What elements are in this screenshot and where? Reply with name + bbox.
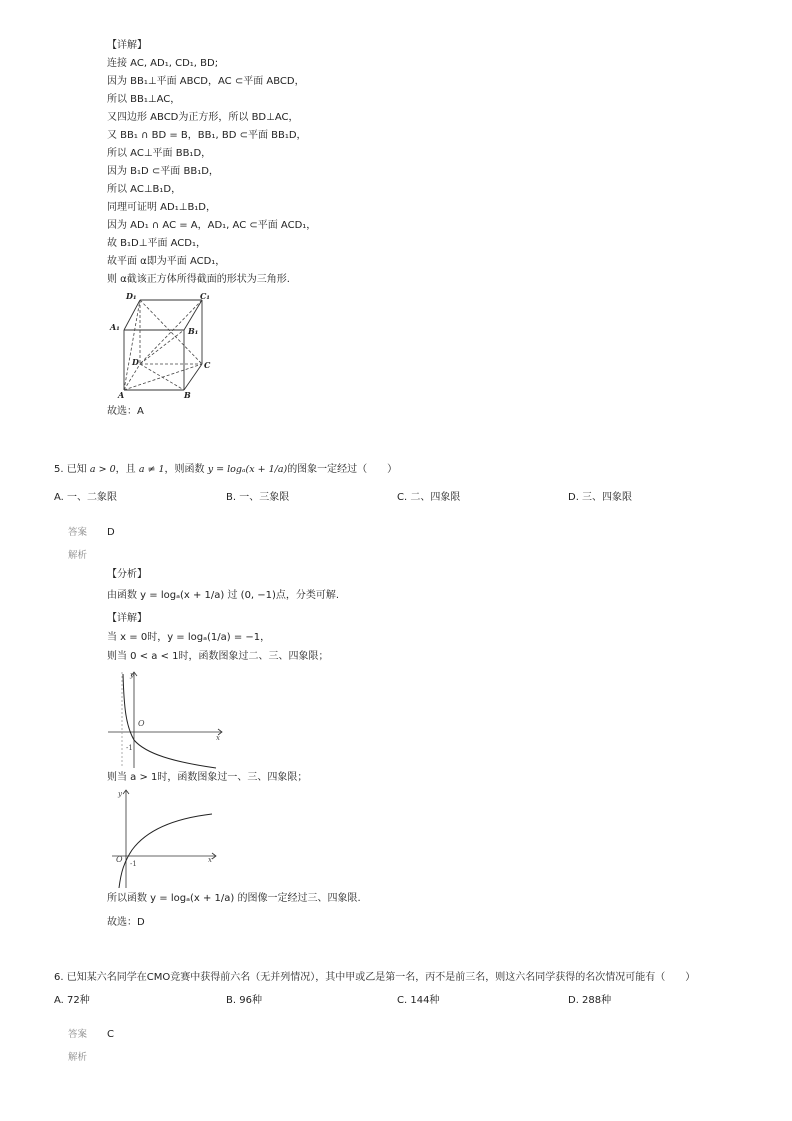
solution-line-10: 因为 AD₁ ∩ AC = A，AD₁, AC ⊂平面 ACD₁， xyxy=(107,220,317,231)
solution-line-5: 又 BB₁ ∩ BD = B，BB₁, BD ⊂平面 BB₁D， xyxy=(107,130,307,141)
solution-line-1: 连接 AC, AD₁, CD₁, BD; xyxy=(107,58,219,69)
graph2-y-label: y xyxy=(118,790,122,798)
q6-answer-label: 答案 xyxy=(68,1029,88,1040)
solution-line-11: 故 B₁D⊥平面 ACD₁， xyxy=(107,238,206,249)
solution-line-6: 所以 AC⊥平面 BB₁D， xyxy=(107,148,212,159)
q5-answer-value: D xyxy=(107,527,115,538)
q6-analysis-label: 解析 xyxy=(68,1052,88,1063)
q6-option-a: A. 72种 xyxy=(54,995,90,1006)
q6-option-b: B. 96种 xyxy=(226,995,262,1006)
q5-option-c: C. 二、四象限 xyxy=(397,492,461,503)
q5-detail-line-2: 则当 0 < a < 1时，函数图象过二、三、四象限； xyxy=(107,651,329,662)
q5-option-d: D. 三、四象限 xyxy=(568,492,633,503)
q5-stem-mid2: ，则函数 xyxy=(164,464,205,475)
q5-stem xyxy=(54,464,397,476)
solution-line-2: 因为 BB₁⊥平面 ABCD，AC ⊂平面 ABCD， xyxy=(107,76,305,87)
q5-stem-mid: ，且 xyxy=(115,464,136,475)
q5-choice: 故选：D xyxy=(107,917,145,928)
cube-label-d: D xyxy=(132,357,139,367)
q5-stem-suffix: 的图象一定经过（ ） xyxy=(287,464,398,475)
cube-label-c1: C₁ xyxy=(200,291,210,301)
graph1-x-label: x xyxy=(216,734,220,742)
q5-stem-prefix: 5. 已知 xyxy=(54,464,87,475)
q5-detail-label: 【详解】 xyxy=(107,613,147,624)
solution-line-9: 同理可证明 AD₁⊥B₁D， xyxy=(107,202,217,213)
cube-label-a: A xyxy=(118,390,125,400)
cube-label-c: C xyxy=(204,360,211,370)
solution-line-8: 所以 AC⊥B₁D， xyxy=(107,184,182,195)
q5-cond1: a > 0 xyxy=(89,464,116,475)
q5-detail-line-3: 则当 a > 1时，函数图象过一、三、四象限； xyxy=(107,772,308,783)
cube-label-d1: D₁ xyxy=(126,291,137,301)
q5-option-b: B. 一、三象限 xyxy=(226,492,290,503)
q5-cond2: a ≠ 1 xyxy=(138,464,165,475)
graph2-minus-one: -1 xyxy=(130,860,137,868)
cube-label-b: B xyxy=(184,390,191,400)
q5-analysis-tag: 【分析】 xyxy=(107,569,147,580)
graph1-y-label: y xyxy=(130,671,134,679)
graph1-origin: O xyxy=(138,719,145,728)
q5-detail-line-1: 当 x = 0时，y = logₐ(1/a) = −1， xyxy=(107,632,271,643)
solution-line-4: 又四边形 ABCD为正方形，所以 BD⊥AC， xyxy=(107,112,299,123)
q6-answer-value: C xyxy=(107,1029,114,1040)
answer-choice: 故选：A xyxy=(107,406,144,417)
detail-label: 【详解】 xyxy=(107,40,147,51)
q5-analysis-text: 由函数 y = logₐ(x + 1/a) 过 (0, −1)点，分类可解. xyxy=(107,590,340,601)
q5-answer-label: 答案 xyxy=(68,527,88,538)
graph-decreasing xyxy=(104,668,228,772)
graph2-origin: O xyxy=(116,855,123,864)
cube-figure xyxy=(108,290,218,402)
q6-stem: 6. 已知某六名同学在CMO竞赛中获得前六名（无并列情况），其中甲或乙是第一名，丙不是前三名，则这六名同学获得的名次情况可能有（ ） xyxy=(54,972,696,983)
solution-line-3: 所以 BB₁⊥AC， xyxy=(107,94,181,105)
q6-option-d: D. 288种 xyxy=(568,995,612,1006)
q5-option-a: A. 一、二象限 xyxy=(54,492,118,503)
q5-func: y = logₐ(x + 1/a) xyxy=(207,464,288,475)
cube-label-a1: A₁ xyxy=(110,322,120,332)
graph-increasing xyxy=(108,786,220,890)
solution-line-12: 故平面 α即为平面 ACD₁， xyxy=(107,256,226,267)
q6-option-c: C. 144种 xyxy=(397,995,440,1006)
graph1-minus-one: -1 xyxy=(126,744,133,752)
q5-analysis-label: 解析 xyxy=(68,550,88,561)
q5-conclusion: 所以函数 y = logₐ(x + 1/a) 的图像一定经过三、四象限. xyxy=(107,893,361,904)
solution-line-13: 则 α截该正方体所得截面的形状为三角形. xyxy=(107,274,290,285)
solution-line-7: 因为 B₁D ⊂平面 BB₁D， xyxy=(107,166,219,177)
graph2-x-label: x xyxy=(208,856,212,864)
cube-label-b1: B₁ xyxy=(188,326,199,336)
